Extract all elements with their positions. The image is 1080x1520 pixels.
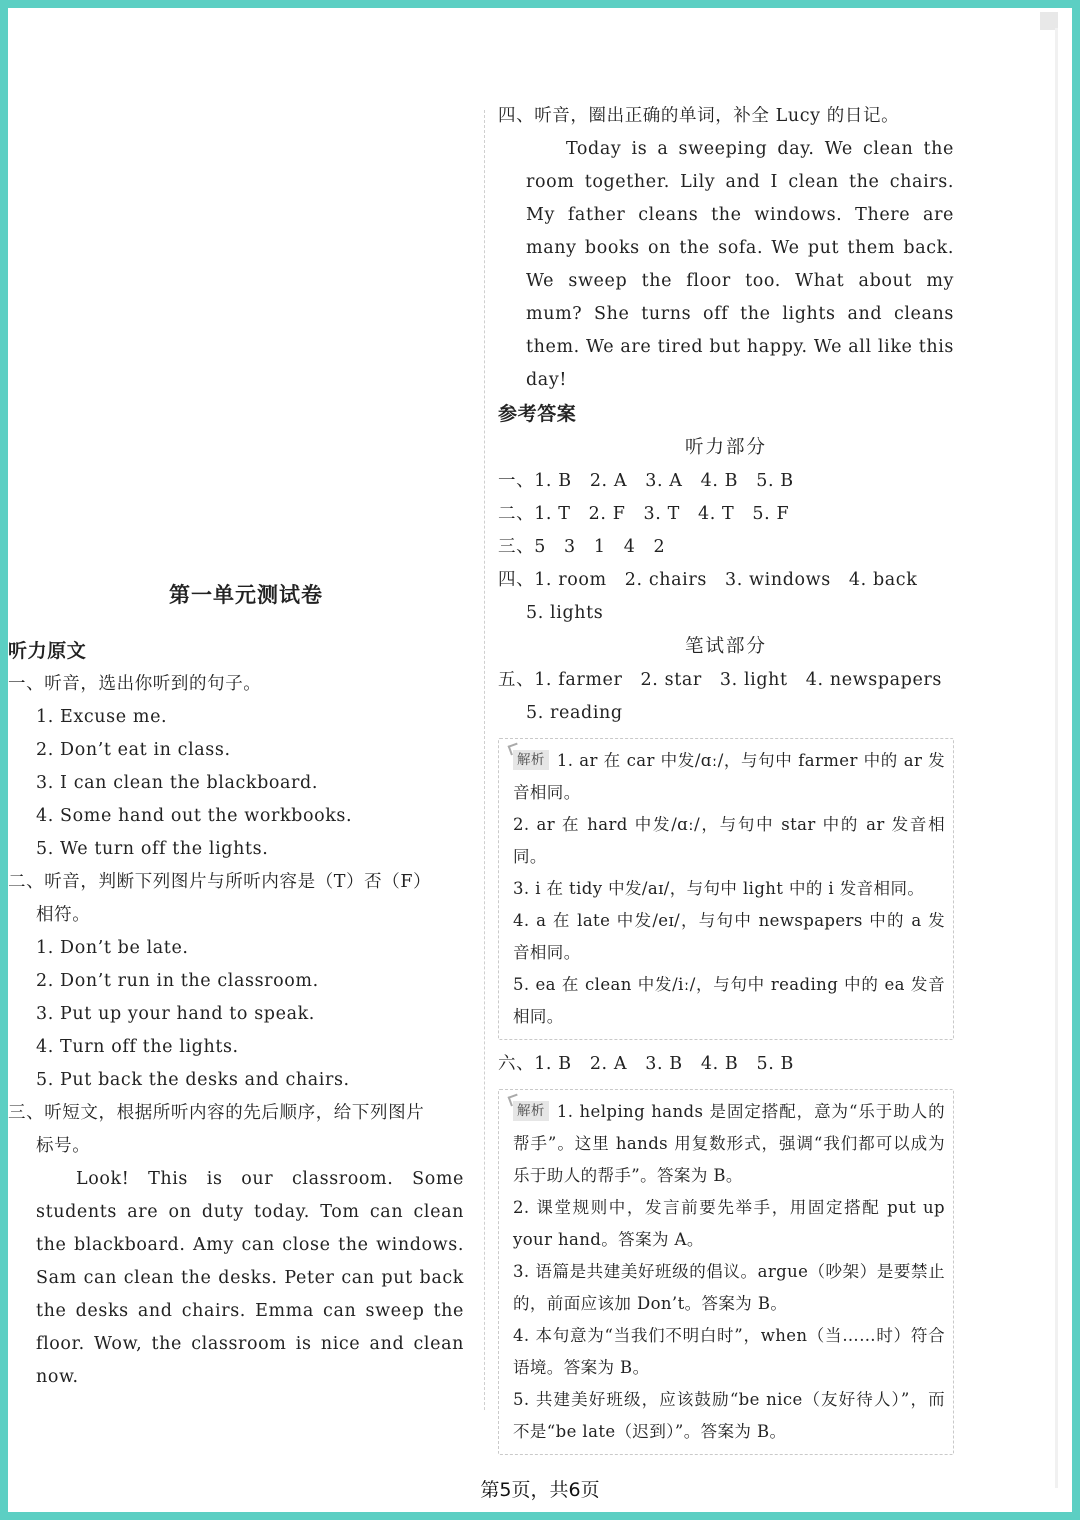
answer-row: 三、5 3 1 4 2 <box>498 537 666 557</box>
page-number-footer: 第5页，共6页 <box>480 1479 600 1501</box>
question-3-passage-text: Look! This is our classroom. Some students are on duty today. Tom can clean the blackboard. Amy can close the windows. Sam can clean the desks. Peter can put back the desks and chairs. Emma can sweep the floor. Wow, the classroom is nice and clean now. <box>36 1169 464 1387</box>
scan-edge-line <box>1055 28 1058 1488</box>
question-1-item: 1. Excuse me. <box>36 707 168 727</box>
question-2-prompt-cont: 相符。 <box>36 905 91 925</box>
question-3-passage <box>8 1163 464 1394</box>
question-3-prompt: 三、听短文，根据所听内容的先后顺序，给下列图片 <box>8 1103 425 1123</box>
explanation-line: 2. ar 在 hard 中发/ɑː/，与句中 star 中的 ar 发音相同。 <box>513 815 945 866</box>
question-1-item: 3. I can clean the blackboard. <box>36 773 318 793</box>
question-2-item: 2. Don’t run in the classroom. <box>36 971 319 991</box>
explanation-text: 1. ar 在 car 中发/ɑː/，与句中 farmer 中的 ar 发音相同。 <box>513 751 945 802</box>
question-4-passage-text: Today is a sweeping day. We clean the room together. Lily and I clean the chairs. My father cleans the windows. There are many books on the sofa. We put them back. We sweep the floor too. What about my mum? She turns off the lights and cleans them. We are tired but happy. We all like this day! <box>526 139 954 390</box>
right-column <box>498 100 954 1463</box>
explanation-line: 3. 语篇是共建美好班级的倡议。argue（吵架）是要禁止的，前面应该加 Don’t。答案为 B。 <box>513 1262 945 1313</box>
question-2-item: 5. Put back the desks and chairs. <box>36 1070 350 1090</box>
explanation-tag: 解析 <box>513 750 549 770</box>
explanation-line <box>507 1096 945 1192</box>
explanation-line: 4. 本句意为“当我们不明白时”，when（当……时）符合语境。答案为 B。 <box>513 1326 945 1377</box>
answer-row: 六、1. B 2. A 3. B 4. B 5. B <box>498 1054 794 1074</box>
writing-part-heading: 笔试部分 <box>684 636 767 657</box>
unit-test-title: 第一单元测试卷 <box>169 583 323 607</box>
listening-part-heading: 听力部分 <box>684 437 767 458</box>
explanation-line: 5. ea 在 clean 中发/iː/，与句中 reading 中的 ea 发音相同。 <box>513 975 945 1026</box>
answer-row-cont: 5. reading <box>526 703 623 723</box>
listening-script-heading: 听力原文 <box>8 640 87 662</box>
explanation-line: 4. a 在 late 中发/eɪ/，与句中 newspapers 中的 a 发音相同。 <box>513 911 945 962</box>
explanation-line: 5. 共建美好班级，应该鼓励“be nice（友好待人）”，而不是“be late（迟到）”。答案为 B。 <box>513 1390 945 1441</box>
explanation-box-6 <box>498 1089 954 1455</box>
answer-row: 四、1. room 2. chairs 3. windows 4. back <box>498 570 918 590</box>
question-2-prompt: 二、听音，判断下列图片与所听内容是（T）否（F） <box>8 872 432 892</box>
question-2-item: 1. Don’t be late. <box>36 938 189 958</box>
answer-row: 五、1. farmer 2. star 3. light 4. newspapers <box>498 670 942 690</box>
question-1-item: 4. Some hand out the workbooks. <box>36 806 353 826</box>
explanation-tag: 解析 <box>513 1101 549 1121</box>
explanation-line: 3. i 在 tidy 中发/aɪ/，与句中 light 中的 i 发音相同。 <box>513 879 925 898</box>
left-column <box>8 578 464 1394</box>
explanation-box-5 <box>498 738 954 1040</box>
question-4-prompt: 四、听音，圈出正确的单词，补全 Lucy 的日记。 <box>498 106 900 126</box>
question-1-item: 5. We turn off the lights. <box>36 839 269 859</box>
answer-row-cont: 5. lights <box>526 603 604 623</box>
question-2-item: 3. Put up your hand to speak. <box>36 1004 315 1024</box>
explanation-line <box>507 745 945 809</box>
question-2-item: 4. Turn off the lights. <box>36 1037 239 1057</box>
question-1-item: 2. Don’t eat in class. <box>36 740 231 760</box>
question-4-passage <box>498 133 954 397</box>
answer-row: 二、1. T 2. F 3. T 4. T 5. F <box>498 504 790 524</box>
explanation-text: 1. helping hands 是固定搭配，意为“乐于助人的帮手”。这里 hands 用复数形式，强调“我们都可以成为乐于助人的帮手”。答案为 B。 <box>513 1102 945 1185</box>
question-1-prompt: 一、听音，选出你听到的句子。 <box>8 674 262 694</box>
column-divider <box>484 110 485 1410</box>
answer-row: 一、1. B 2. A 3. A 4. B 5. B <box>498 471 794 491</box>
question-3-prompt-cont: 标号。 <box>36 1136 91 1156</box>
answers-heading: 参考答案 <box>498 403 577 425</box>
explanation-line: 2. 课堂规则中，发言前要先举手，用固定搭配 put up your hand。答案为 A。 <box>513 1198 945 1249</box>
